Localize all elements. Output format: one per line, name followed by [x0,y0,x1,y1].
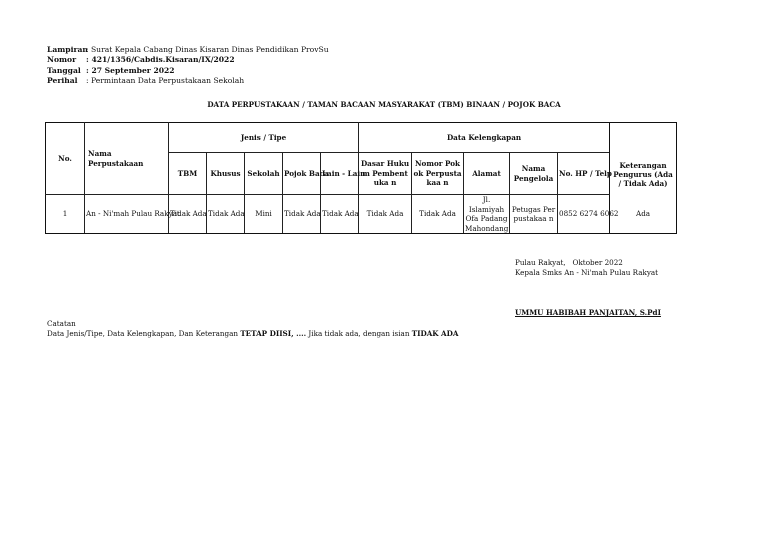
note-emphasis-1: TETAP DIISI, .... [240,329,307,339]
header-tbm: TBM [169,153,207,195]
note-block [47,319,458,340]
cell-pengelola: Petugas Perpustakaa n [510,195,558,234]
header-value: : Surat Kepala Cabang Dinas Kisaran Dinas Pendidikan ProvSu [86,45,329,54]
cell-no-hp: 0852 6274 6062 [558,195,610,234]
signature-place-date: Pulau Rakyat, Oktober 2022 [515,258,623,267]
cell-nama: An - Ni'mah Pulau Rakyat [85,195,169,234]
header-row-perihal [47,76,329,86]
header-key: Tanggal [47,65,81,75]
header-row-lampiran [47,45,329,55]
table-header-row [46,123,677,153]
header-sekolah: Sekolah [245,153,283,195]
header-value: : 27 September 2022 [86,65,175,75]
header-no: No. [46,123,85,195]
header-no-hp: No. HP / Telp [558,153,610,195]
cell-keterangan: Ada [610,195,677,234]
note-text [47,329,458,339]
note-prefix: Data Jenis/Tipe, Data Kelengkapan, Dan Keterangan [47,329,241,339]
header-value: : 421/1356/Cabdis.Kisaran/IX/2022 [86,55,235,65]
signer-name: UMMU HABIBAH PANJAITAN, S.PdI [515,308,661,317]
header-nama: Nama Perpustakaan [85,123,169,195]
header-value: : Permintaan Data Perpustakaan Sekolah [86,76,245,86]
cell-khusus: Tidak Ada [207,195,245,234]
cell-alamat: Jl. Islamiyah Ofa Padang Mahondang [465,195,509,233]
header-nama-pengelola: Nama Pengelola [510,153,558,195]
header-data-kelengkapan: Data Kelengkapan [359,123,610,153]
header-jenis-tipe: Jenis / Tipe [169,123,359,153]
header-row-nomor [47,55,329,65]
header-key: Lampiran [47,45,88,54]
letter-header [47,45,329,87]
header-dasar-hukum: Dasar Hukum Pembentuka n [359,153,412,195]
header-pojok-baca: Pojok Baca [283,153,321,195]
header-row-tanggal [47,66,329,76]
header-khusus: Khusus [207,153,245,195]
library-data-table [45,122,677,234]
cell-nomor-pokok: Tidak Ada [412,195,464,234]
header-keterangan: Keterangan Pengurus (Ada / Tidak Ada) [610,123,677,195]
cell-lain-lain: Tidak Ada [321,195,359,234]
note-label: Catatan [47,319,76,328]
note-emphasis-2: TIDAK ADA [411,329,459,339]
cell-dasar-hukum: Tidak Ada [359,195,412,234]
header-nomor-pokok: Nomor Pokok Perpustakaa n [412,153,464,195]
table-row [46,195,677,234]
signature-block [515,258,658,277]
cell-no: 1 [46,195,85,234]
note-middle: Jika tidak ada, dengan isian [306,329,412,339]
cell-sekolah: Mini [245,195,283,234]
header-lain-lain: Lain - Lain [321,153,359,195]
cell-pojok-baca: Tidak Ada [283,195,321,234]
signature-position: Kepala Smks An - Ni'mah Pulau Rakyat [515,267,659,277]
cell-tbm: Tidak Ada [169,195,207,234]
document-title: DATA PERPUSTAKAAN / TAMAN BACAAN MASYARAKAT (TBM) BINAAN / POJOK BACA [207,100,561,109]
header-alamat: Alamat [464,153,510,195]
header-key: Nomor [47,55,77,65]
header-key: Perihal [47,76,78,86]
